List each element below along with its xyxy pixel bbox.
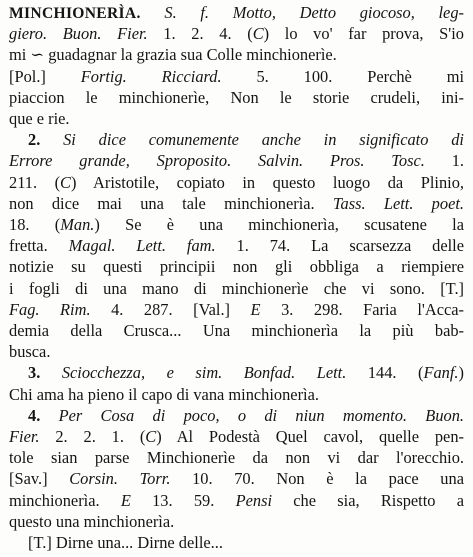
- entry-line: [0, 384, 473, 405]
- entry-text: Chi ama ha pieno il capo di vana minchionerìa.: [9, 384, 319, 404]
- entry-text: 211. (: [9, 172, 61, 192]
- entry-text: ) Al Podestà Quel cavol, quelle pen-: [156, 427, 464, 446]
- entry-text: 2. 2. 1. (: [39, 427, 146, 446]
- entry-line: [0, 511, 473, 532]
- entry-text: notizie su questi principii non gli obbliga a riempiere: [9, 257, 464, 277]
- entry-text: ) Se è una minchionerìa, scusatene la: [94, 215, 464, 234]
- entry-text: Per Cosa di poco, o di niun momento. Buon.: [58, 405, 464, 425]
- sense-number: 2.: [28, 130, 64, 150]
- entry-text: questo una minchionerìa.: [9, 511, 175, 531]
- entry-text: demia della Crusca... Una minchionerìa la più bab-: [9, 321, 464, 340]
- entry-text: 3. 298. Faria l'Acca-: [260, 299, 464, 319]
- entry-text: [141, 3, 165, 22]
- sense-number: 3.: [28, 363, 62, 383]
- entry-text: E: [120, 490, 131, 510]
- entry-line: [0, 150, 473, 171]
- entry-text: 5. 100. Perchè mi: [221, 66, 465, 86]
- entry-text: 18. (: [9, 215, 61, 234]
- entry-text: [Pol.]: [9, 66, 81, 86]
- entry-text: Fag. Rim.: [9, 299, 91, 319]
- entry-text: que e rie.: [9, 109, 70, 128]
- entry-text: giero. Buon. Fier.: [9, 24, 148, 44]
- entry-text: Sciocchezza, e sim. Bonfad. Lett.: [61, 363, 347, 383]
- entry-text: piaccion le minchionerìe, Non le storie crudeli, ini-: [9, 87, 464, 107]
- entry-line: [0, 108, 473, 129]
- entry-text: 144. (: [346, 363, 424, 383]
- entry-line: [0, 447, 473, 468]
- entry-text: Pensi: [235, 490, 273, 510]
- entry-line: [0, 426, 473, 447]
- entry-text: Magal. Lett. fam.: [68, 236, 216, 256]
- entry-line: [0, 172, 473, 193]
- entry-line: [0, 235, 473, 256]
- entry-text: S. f. Motto, Detto giocoso, leg-: [164, 3, 464, 22]
- entry-text: tole sian parse Minchionerìe da non vi dar l'orecchio.: [9, 448, 464, 468]
- entry-text: 10. 70. Non è la pace una: [170, 469, 464, 489]
- entry-line: [0, 341, 473, 362]
- entry-text: 4. 287. [Val.]: [90, 299, 251, 319]
- entry-text: 13. 59.: [130, 490, 236, 510]
- entry-line: [0, 362, 473, 383]
- entry-text: ): [458, 363, 464, 383]
- entry-line: [0, 66, 473, 87]
- entry-line: [0, 320, 473, 341]
- entry-text: busca.: [9, 342, 51, 362]
- entry-text: i fogli di una mano di minchionerìe che vi sono. [T.]: [9, 278, 464, 298]
- entry-line: [0, 129, 473, 150]
- entry-text: fretta.: [9, 236, 69, 256]
- entry-text: minchionerìa.: [9, 490, 121, 510]
- entry-text: C: [60, 172, 71, 192]
- entry-text: che sia, Rispetto a: [272, 490, 464, 510]
- entry-text: ) Aristotile, copiato in questo luogo da Plinio,: [70, 172, 464, 192]
- entry-line: [0, 2, 473, 24]
- entry-text: Man.: [60, 215, 95, 234]
- entry-line: [0, 87, 473, 108]
- entry-line: [0, 299, 473, 320]
- entry-text: ) lo vo' far prova, S'io: [263, 24, 464, 44]
- entry-text: 1. 74. La scarsezza delle: [215, 236, 464, 256]
- entry-line: [0, 256, 473, 277]
- entry-text: C: [145, 427, 157, 446]
- entry-line: [0, 44, 473, 65]
- entry-text: Fortig. Ricciard.: [80, 66, 222, 86]
- entry-line: [0, 468, 473, 489]
- entry-text: E: [250, 299, 261, 319]
- entry-line: [0, 193, 473, 214]
- entry-line: [0, 278, 473, 299]
- entry-text: Corsin. Torr.: [69, 469, 171, 489]
- entry-text: C: [252, 24, 264, 44]
- entry-line: [0, 405, 473, 426]
- entry-text: Fanf.: [423, 363, 459, 383]
- entry-line: [0, 23, 473, 44]
- entry-line: [0, 490, 473, 511]
- headword: MINCHIONERÌA.: [9, 5, 141, 22]
- entry-text: non dice mai una tale minchionerìa.: [9, 193, 333, 213]
- entry-text: Tass. Lett. poet.: [332, 193, 464, 213]
- entry-text: Fier.: [9, 427, 40, 446]
- sense-number: 4.: [28, 405, 59, 425]
- entry-text: 1. 2. 4. (: [147, 24, 253, 44]
- entry-text: Si dice comunemente anche in significato di: [63, 130, 464, 150]
- entry-text: [Sav.]: [9, 469, 70, 489]
- entry-text: 1.: [424, 151, 464, 171]
- entry-text: mi ∽ guadagnar la grazia sua Colle minchionerìe.: [9, 45, 337, 65]
- entry-line: [0, 214, 473, 235]
- entry-text: Errore grande, Sproposito. Salvin. Pros. Tosc.: [9, 151, 425, 171]
- entry-text: [T.] Dirne una... Dirne delle...: [28, 533, 223, 552]
- entry-line: [0, 532, 473, 553]
